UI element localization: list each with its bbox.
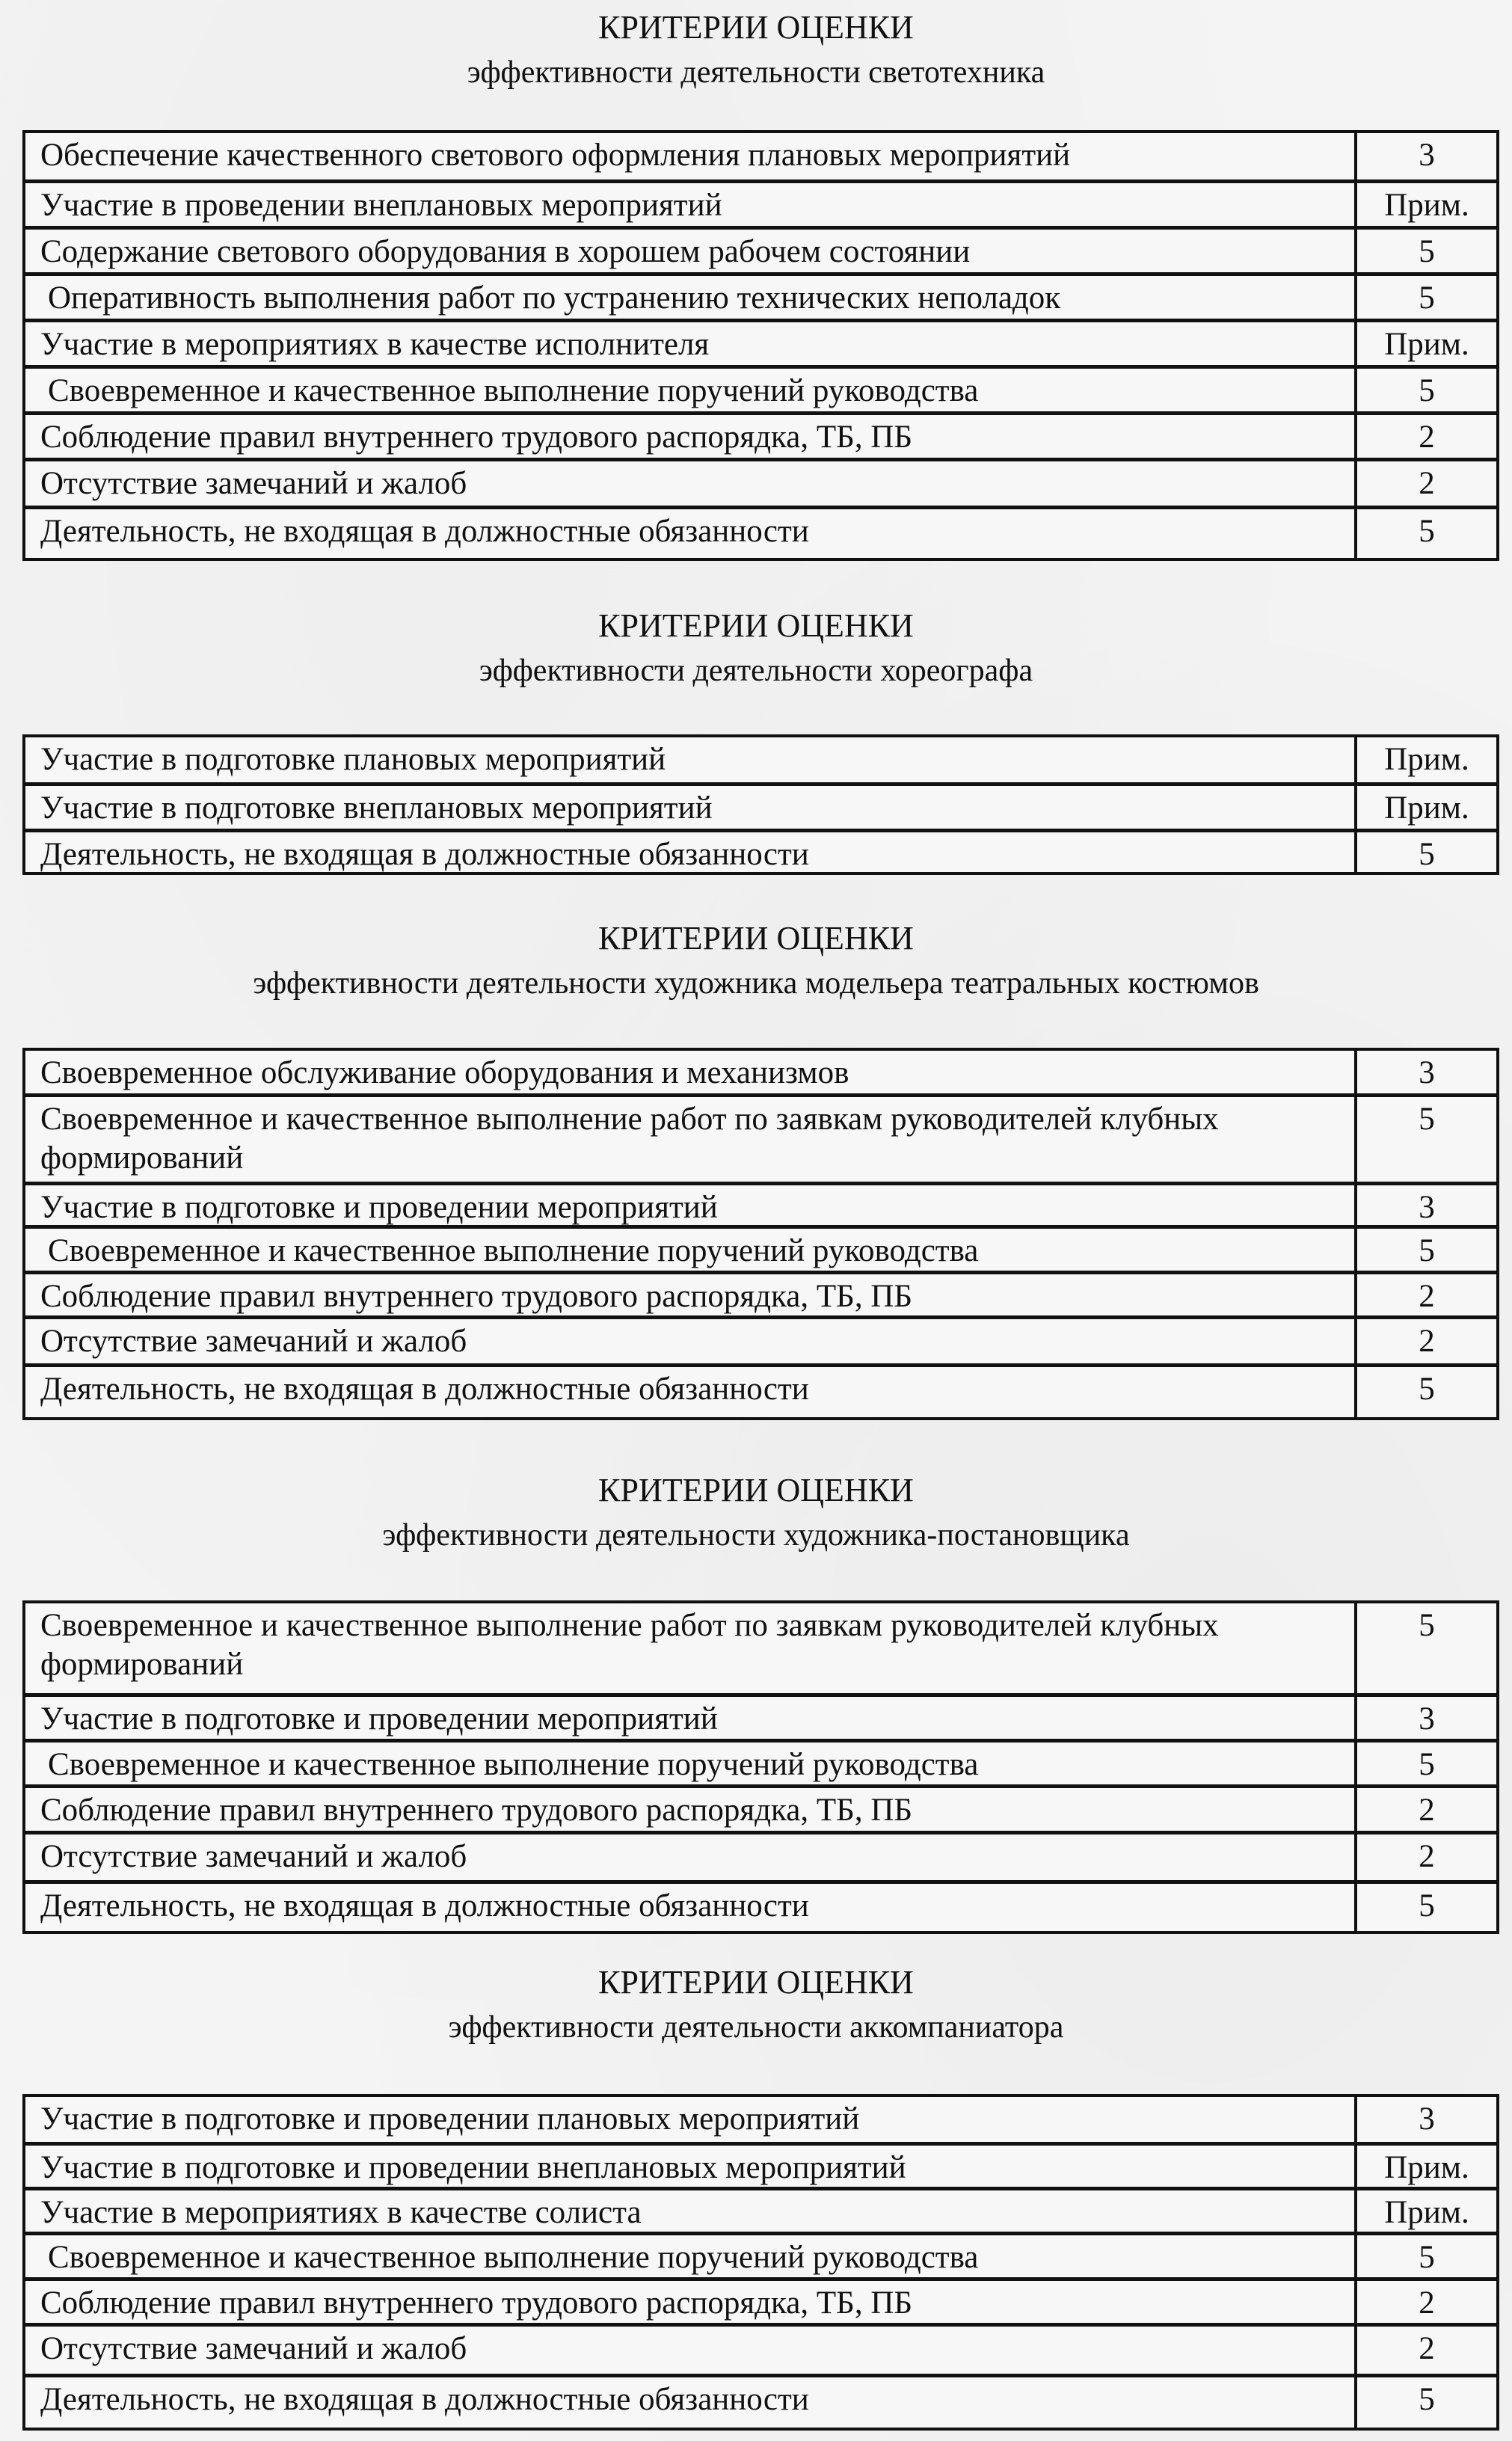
- table-row: [25, 1739, 1496, 1784]
- table-row: [25, 1784, 1496, 1831]
- criterion-text: Своевременное обслуживание оборудования и механизмов: [25, 1051, 1357, 1093]
- section-subtitle: эффективности деятельности хореографа: [479, 654, 1033, 688]
- criterion-text: Своевременное и качественное выполнение поручений руководства: [25, 1743, 1357, 1784]
- criterion-score: 5: [1419, 837, 1435, 872]
- table-row: [25, 2323, 1496, 2374]
- criterion-score: 5: [1419, 280, 1435, 316]
- criterion-score: 2: [1419, 1279, 1435, 1314]
- table-row: [25, 1093, 1496, 1182]
- criterion-text: Отсутствие замечаний и жалоб: [25, 461, 1357, 506]
- table-row: [25, 458, 1496, 506]
- criterion-score: 2: [1419, 420, 1435, 455]
- table-row: [25, 2277, 1496, 2323]
- criterion-text: Деятельность, не входящая в должностные обязанности: [25, 509, 1357, 558]
- criterion-text: Отсутствие замечаний и жалоб: [25, 2327, 1357, 2374]
- criterion-text: Участие в подготовке и проведении мероприятий: [25, 1697, 1357, 1739]
- table-row: [25, 506, 1496, 558]
- table-row: [25, 2187, 1496, 2232]
- criterion-text: Обеспечение качественного светового оформления плановых мероприятий: [25, 133, 1357, 179]
- table-row: [25, 1051, 1496, 1093]
- table-row: [25, 737, 1496, 782]
- criterion-text: Своевременное и качественное выполнение работ по заявкам руководителей клубных формирований: [25, 1097, 1357, 1182]
- criterion-score: Прим.: [1384, 327, 1469, 362]
- criterion-text: Соблюдение правил внутреннего трудового распорядка, ТБ, ПБ: [25, 415, 1357, 458]
- criterion-score: Прим.: [1384, 790, 1469, 826]
- criterion-score: 5: [1419, 1233, 1435, 1268]
- criteria-table: [22, 1600, 1499, 1934]
- table-row: [25, 272, 1496, 319]
- section-title: КРИТЕРИИ ОЦЕНКИ: [598, 1472, 914, 1508]
- criterion-score: 5: [1419, 1372, 1435, 1407]
- table-row: [25, 1225, 1496, 1271]
- criterion-text: Деятельность, не входящая в должностные обязанности: [25, 1367, 1357, 1417]
- criterion-score: 2: [1419, 1839, 1435, 1874]
- criterion-score: 5: [1419, 2240, 1435, 2275]
- criterion-score: Прим.: [1384, 2195, 1469, 2230]
- criterion-score: 3: [1419, 1701, 1435, 1737]
- table-row: [25, 411, 1496, 458]
- criterion-text: Отсутствие замечаний и жалоб: [25, 1834, 1357, 1880]
- criterion-text: Участие в подготовке внеплановых мероприятий: [25, 786, 1357, 829]
- criterion-text: Своевременное и качественное выполнение поручений руководства: [25, 1229, 1357, 1271]
- table-row: [25, 365, 1496, 411]
- criterion-score: 3: [1419, 1190, 1435, 1225]
- criteria-table: [22, 734, 1499, 875]
- criterion-text: Участие в мероприятиях в качестве исполнителя: [25, 322, 1357, 365]
- criterion-score: 3: [1419, 1055, 1435, 1090]
- table-row: [25, 2232, 1496, 2277]
- criterion-score: 2: [1419, 1793, 1435, 1828]
- criterion-score: 5: [1419, 1102, 1435, 1137]
- criterion-score: 2: [1419, 466, 1435, 501]
- table-row: [25, 2142, 1496, 2187]
- criterion-score: Прим.: [1384, 188, 1469, 223]
- criterion-text: Своевременное и качественное выполнение поручений руководства: [25, 369, 1357, 411]
- criterion-score: 5: [1419, 2382, 1435, 2417]
- table-row: [25, 179, 1496, 226]
- criteria-table: [22, 130, 1499, 561]
- criterion-text: Участие в проведении внеплановых мероприятий: [25, 183, 1357, 226]
- table-row: [25, 319, 1496, 365]
- criterion-text: Оперативность выполнения работ по устранению технических неполадок: [25, 276, 1357, 319]
- criterion-score: 5: [1419, 514, 1435, 549]
- criterion-text: Содержание светового оборудования в хорошем рабочем состоянии: [25, 230, 1357, 272]
- criterion-text: Деятельность, не входящая в должностные обязанности: [25, 2377, 1357, 2428]
- criterion-score: 3: [1419, 2101, 1435, 2137]
- criteria-table: [22, 1048, 1499, 1420]
- criterion-text: Деятельность, не входящая в должностные обязанности: [25, 832, 1357, 872]
- criterion-text: Участие в подготовке и проведении плановых мероприятий: [25, 2097, 1357, 2142]
- section-subtitle: эффективности деятельности художника модельера театральных костюмов: [253, 966, 1259, 1001]
- table-row: [25, 133, 1496, 179]
- criterion-score: 5: [1419, 1747, 1435, 1782]
- criterion-text: Отсутствие замечаний и жалоб: [25, 1319, 1357, 1363]
- table-row: [25, 1693, 1496, 1739]
- section-subtitle: эффективности деятельности аккомпаниатора: [448, 2010, 1064, 2045]
- criterion-text: Участие в подготовке и проведении внеплановых мероприятий: [25, 2146, 1357, 2187]
- section-subtitle: эффективности деятельности светотехника: [467, 55, 1045, 90]
- criterion-text: Участие в мероприятиях в качестве солиста: [25, 2190, 1357, 2232]
- criterion-text: Соблюдение правил внутреннего трудового распорядка, ТБ, ПБ: [25, 1788, 1357, 1831]
- criterion-score: 2: [1419, 1324, 1435, 1359]
- criterion-text: Участие в подготовке плановых мероприятий: [25, 737, 1357, 782]
- criterion-score: 5: [1419, 1608, 1435, 1643]
- criterion-score: 2: [1419, 2331, 1435, 2366]
- section-title: КРИТЕРИИ ОЦЕНКИ: [598, 920, 914, 957]
- criterion-text: Соблюдение правил внутреннего трудового распорядка, ТБ, ПБ: [25, 1274, 1357, 1315]
- table-row: [25, 1603, 1496, 1693]
- criterion-score: 5: [1419, 373, 1435, 408]
- table-row: [25, 1831, 1496, 1880]
- table-row: [25, 1271, 1496, 1315]
- criterion-text: Деятельность, не входящая в должностные обязанности: [25, 1884, 1357, 1931]
- criteria-table: [22, 2094, 1499, 2431]
- table-row: [25, 1880, 1496, 1931]
- table-row: [25, 2374, 1496, 2428]
- criterion-score: 5: [1419, 234, 1435, 269]
- criterion-score: Прим.: [1384, 742, 1469, 777]
- criterion-score: 5: [1419, 1888, 1435, 1923]
- section-title: КРИТЕРИИ ОЦЕНКИ: [598, 1964, 914, 2001]
- criterion-text: Участие в подготовке и проведении мероприятий: [25, 1185, 1357, 1225]
- criterion-score: 2: [1419, 2285, 1435, 2321]
- criterion-text: Своевременное и качественное выполнение поручений руководства: [25, 2235, 1357, 2277]
- criterion-score: Прим.: [1384, 2150, 1469, 2185]
- table-row: [25, 1363, 1496, 1417]
- section-subtitle: эффективности деятельности художника-постановщика: [382, 1518, 1130, 1553]
- table-row: [25, 1182, 1496, 1225]
- section-title: КРИТЕРИИ ОЦЕНКИ: [598, 9, 914, 46]
- criterion-text: Своевременное и качественное выполнение работ по заявкам руководителей клубных формирований: [25, 1603, 1357, 1693]
- table-row: [25, 1315, 1496, 1363]
- table-row: [25, 782, 1496, 829]
- criterion-score: 3: [1419, 138, 1435, 173]
- section-title: КРИТЕРИИ ОЦЕНКИ: [598, 607, 914, 644]
- table-row: [25, 829, 1496, 872]
- table-row: [25, 2097, 1496, 2142]
- table-row: [25, 226, 1496, 272]
- criterion-text: Соблюдение правил внутреннего трудового распорядка, ТБ, ПБ: [25, 2281, 1357, 2323]
